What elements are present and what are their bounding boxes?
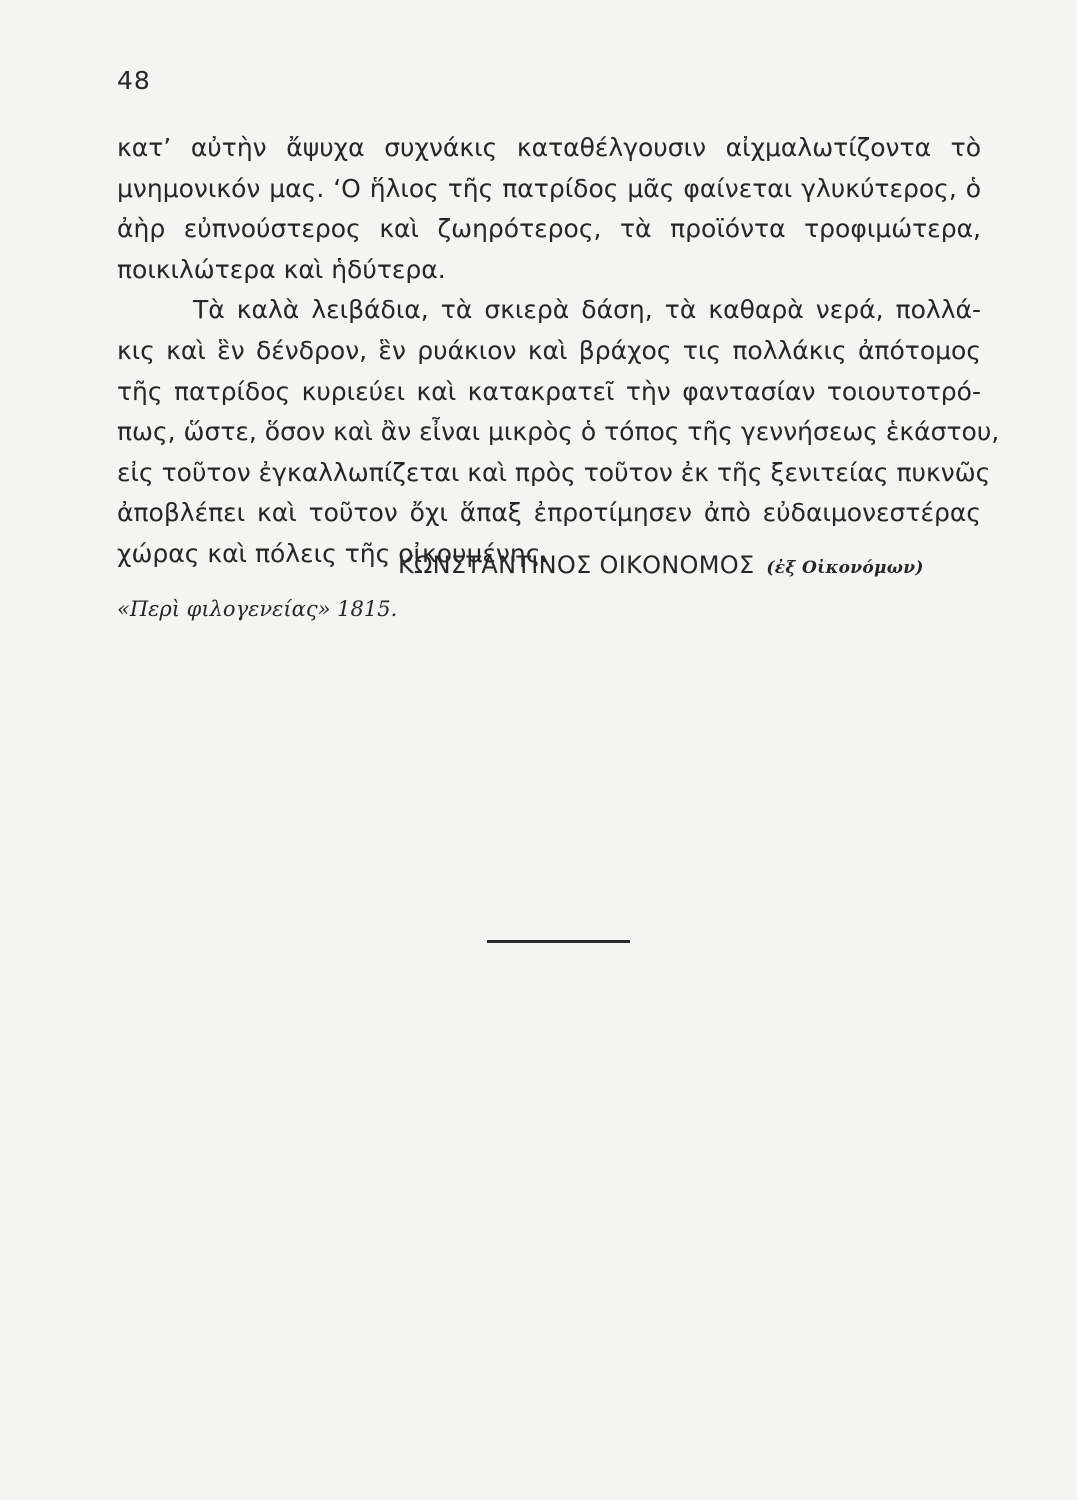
text-line: ποικιλώτερα καὶ ἡδύτερα. bbox=[117, 254, 446, 284]
text-line: τῆς πατρίδος κυριεύει καὶ κατακρατεῖ τὴν φαντασίαν τοιουτοτρό- bbox=[117, 376, 981, 406]
text-line: χώρας καὶ πόλεις τῆς οἰκουμένης. bbox=[117, 538, 549, 568]
signature bbox=[398, 551, 924, 579]
text-line: πως, ὥστε, ὅσον καὶ ἂν εἶναι μικρὸς ὁ τόπος τῆς γεννήσεως ἑκάστου, bbox=[117, 417, 1000, 447]
source-citation: «Περὶ φιλογενείας» 1815. bbox=[117, 597, 398, 621]
text-line: εἰς τοῦτον ἐγκαλλωπίζεται καὶ πρὸς τοῦτον ἐκ τῆς ξενιτείας πυκνῶς bbox=[117, 457, 991, 487]
page-number: 48 bbox=[117, 66, 151, 95]
signature-author: ΚΩΝΣΤΑΝΤΙΝΟΣ ΟΙΚΟΝΟΜΟΣ bbox=[398, 551, 755, 579]
signature-note: (ἐξ Οἰκονόμων) bbox=[766, 558, 924, 578]
text-line: κατ’ αὐτὴν ἄψυχα συχνάκις καταθέλγουσιν αἰχμαλωτίζοντα τὸ bbox=[117, 133, 981, 162]
body-text bbox=[117, 128, 1000, 575]
text-line: Τὰ καλὰ λειβάδια, τὰ σκιερὰ δάση, τὰ καθαρὰ νερά, πολλά- bbox=[193, 295, 981, 325]
text-line: κις καὶ ἓν δένδρον, ἓν ρυάκιον καὶ βράχος τις πολλάκις ἀπότομος bbox=[117, 335, 981, 365]
text-line: ἀὴρ εὐπνούστερος καὶ ζωηρότερος, τὰ προϊόντα τροφιμώτερα, bbox=[117, 214, 981, 244]
text-line: μνημονικόν μας. ‘Ο ἥλιος τῆς πατρίδος μᾶς φαίνεται γλυκύτερος, ὁ bbox=[117, 173, 981, 203]
text-line: ἀποβλέπει καὶ τοῦτον ὄχι ἅπαξ ἐπροτίμησεν ἀπὸ εὐδαιμονεστέρας bbox=[117, 498, 981, 528]
section-divider bbox=[487, 940, 630, 943]
